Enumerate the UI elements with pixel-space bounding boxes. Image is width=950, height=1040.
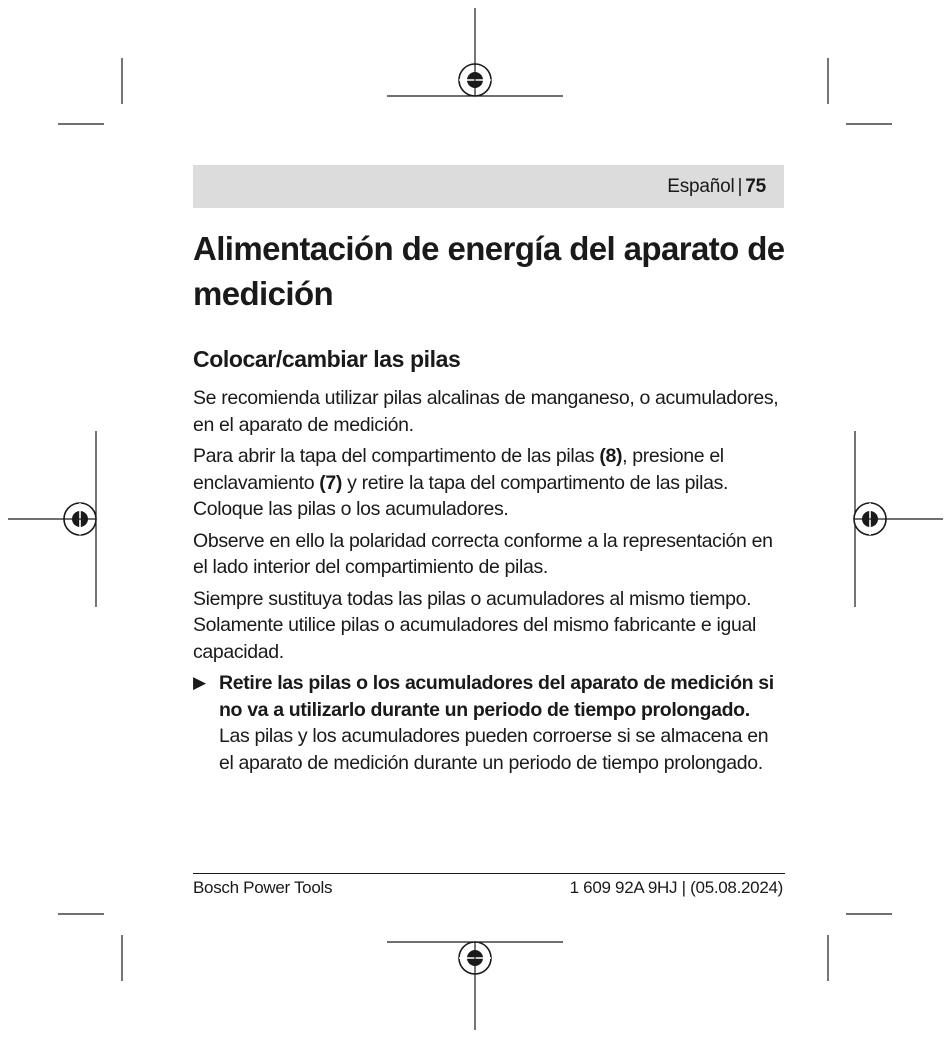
paragraph-open-cover-part2: , presione el enclavamiento — [193, 445, 724, 494]
paragraph-open-cover-part3: y retire la tapa del compartimento de las pilas. Coloque las pilas o los acumuladores. — [193, 471, 729, 520]
registration-target-top — [459, 64, 491, 96]
section-title: Colocar/cambiar las pilas — [193, 346, 461, 372]
bullet-triangle-icon: ▶ — [193, 673, 206, 692]
paragraph-battery-recommendation: Se recomienda utilizar pilas alcalinas de manganeso, o acumuladores, en el aparato de medición. — [193, 387, 779, 436]
header-separator: | — [737, 176, 743, 197]
registration-target-right — [854, 503, 886, 535]
paragraph-replace-all: Siempre sustituya todas las pilas o acumuladores al mismo tiempo. Solamente utilice pilas o acumuladores del mismo fabricante e igual capacidad. — [193, 587, 756, 663]
reference-number-7: (7) — [319, 471, 343, 494]
chapter-title: Alimentación de energía del aparato de medición — [193, 230, 785, 312]
header-language: Español — [667, 176, 735, 197]
footer-divider — [193, 873, 785, 874]
warning-item — [193, 670, 785, 776]
reference-number-8: (8) — [599, 445, 623, 467]
footer-document-number: 1 609 92A 9HJ | (05.08.2024) — [569, 878, 783, 897]
page-header — [193, 165, 784, 208]
warning-bold-text: Retire las pilas o los acumuladores del aparato de medición si no va a utilizarlo durante un periodo de tiempo prolongado. — [219, 672, 774, 721]
paragraph-open-cover — [193, 443, 785, 523]
footer-brand: Bosch Power Tools — [193, 878, 333, 897]
paragraph-open-cover-part1: Para abrir la tapa del compartimento de las pilas — [193, 445, 600, 467]
paragraph-polarity: Observe en ello la polaridad correcta conforme a la representación en el lado interior del compartimiento de pilas. — [193, 529, 773, 578]
header-text — [667, 175, 766, 199]
registration-target-left — [64, 503, 96, 535]
page-content — [193, 226, 785, 776]
registration-target-bottom — [459, 942, 491, 974]
warning-text: Las pilas y los acumuladores pueden corroerse si se almacena en el aparato de medición durante un periodo de tiempo prolongado. — [219, 725, 769, 774]
page-number: 75 — [745, 176, 766, 197]
